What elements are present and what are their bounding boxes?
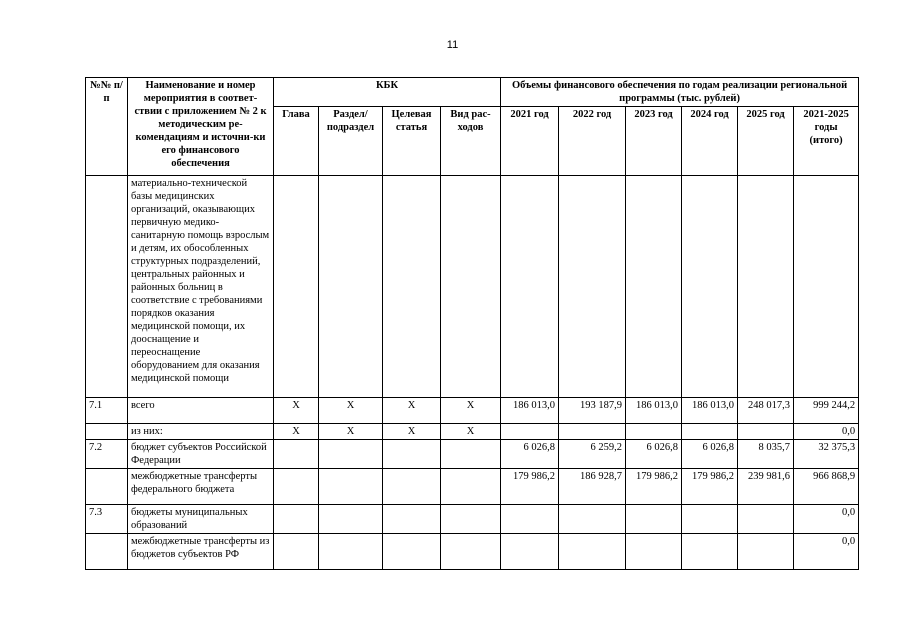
- value-cell: 179 986,2: [626, 469, 682, 505]
- value-cell: [559, 424, 626, 440]
- kbk-cell: X: [274, 424, 319, 440]
- value-cell: 0,0: [794, 534, 859, 570]
- kbk-cell: [441, 469, 501, 505]
- row-name: из них:: [128, 424, 274, 440]
- header-kbk-col: Вид рас-ходов: [441, 107, 501, 176]
- page-number: 11: [446, 39, 459, 51]
- kbk-cell: X: [274, 398, 319, 424]
- value-cell: [626, 424, 682, 440]
- value-cell: [682, 424, 738, 440]
- value-cell: [682, 534, 738, 570]
- kbk-cell: [319, 534, 383, 570]
- value-cell: 0,0: [794, 505, 859, 534]
- kbk-cell: [441, 505, 501, 534]
- value-cell: [501, 534, 559, 570]
- row-number: 7.3: [86, 505, 128, 534]
- header-kbk-col: Целевая статья: [383, 107, 441, 176]
- row-number: [86, 469, 128, 505]
- row-number: [86, 424, 128, 440]
- value-cell: 966 868,9: [794, 469, 859, 505]
- value-cell: 999 244,2: [794, 398, 859, 424]
- measure-description: материально-технической базы медицинских организаций, оказывающих первичную медико-санитарную помощь взрослым и детям, их обособленных структурных подразделений, центральных районных и районных больниц в соответствие с требованиями порядков оказания медицинской помощи, их дооснащение и переоснащение оборудованием для оказания медицинской помощи: [128, 176, 274, 398]
- row-name: бюджеты муниципальных образований: [128, 505, 274, 534]
- value-cell: 186 928,7: [559, 469, 626, 505]
- header-year-col: 2021 год: [501, 107, 559, 176]
- value-cell: [559, 534, 626, 570]
- header-row-1: [86, 78, 859, 107]
- kbk-cell: [319, 505, 383, 534]
- kbk-cell: [274, 534, 319, 570]
- value-cell: [559, 505, 626, 534]
- row-number: 7.1: [86, 398, 128, 424]
- value-cell: 0,0: [794, 424, 859, 440]
- header-kbk-col: Раздел/ подраздел: [319, 107, 383, 176]
- table-row: [86, 440, 859, 469]
- table-row: [86, 398, 859, 424]
- value-cell: 186 013,0: [626, 398, 682, 424]
- kbk-cell: X: [441, 398, 501, 424]
- value-cell: 6 026,8: [626, 440, 682, 469]
- header-kbk: КБК: [274, 78, 501, 107]
- value-cell: 32 375,3: [794, 440, 859, 469]
- value-cell: [738, 505, 794, 534]
- row-name: всего: [128, 398, 274, 424]
- header-year-col: 2024 год: [682, 107, 738, 176]
- value-cell: [501, 505, 559, 534]
- financing-table: [85, 77, 859, 570]
- kbk-cell: [274, 440, 319, 469]
- table-row: [86, 469, 859, 505]
- description-row: [86, 176, 859, 398]
- kbk-cell: X: [441, 424, 501, 440]
- value-cell: 8 035,7: [738, 440, 794, 469]
- value-cell: 179 986,2: [682, 469, 738, 505]
- kbk-cell: [383, 534, 441, 570]
- kbk-cell: [319, 440, 383, 469]
- row-number: 7.2: [86, 440, 128, 469]
- value-cell: 193 187,9: [559, 398, 626, 424]
- kbk-cell: X: [383, 398, 441, 424]
- kbk-cell: X: [383, 424, 441, 440]
- header-year-col: 2023 год: [626, 107, 682, 176]
- header-num: №№ п/п: [86, 78, 128, 176]
- header-volumes: Объемы финансового обеспечения по годам реализации региональной программы (тыс. рублей): [501, 78, 859, 107]
- header-year-col: 2022 год: [559, 107, 626, 176]
- table-row: [86, 534, 859, 570]
- row-name: межбюджетные трансферты федерального бюджета: [128, 469, 274, 505]
- value-cell: 239 981,6: [738, 469, 794, 505]
- kbk-cell: [274, 469, 319, 505]
- value-cell: 6 259,2: [559, 440, 626, 469]
- value-cell: [626, 505, 682, 534]
- value-cell: [626, 534, 682, 570]
- value-cell: 248 017,3: [738, 398, 794, 424]
- kbk-cell: [274, 505, 319, 534]
- row-name: бюджет субъектов Российской Федерации: [128, 440, 274, 469]
- kbk-cell: [441, 534, 501, 570]
- kbk-cell: [319, 469, 383, 505]
- kbk-cell: [383, 505, 441, 534]
- value-cell: 186 013,0: [501, 398, 559, 424]
- table-row: [86, 424, 859, 440]
- kbk-cell: [383, 469, 441, 505]
- kbk-cell: X: [319, 424, 383, 440]
- header-year-col: 2021-2025 годы (итого): [794, 107, 859, 176]
- value-cell: 6 026,8: [682, 440, 738, 469]
- row-name: межбюджетные трансферты из бюджетов субъектов РФ: [128, 534, 274, 570]
- value-cell: 186 013,0: [682, 398, 738, 424]
- kbk-cell: X: [319, 398, 383, 424]
- header-year-col: 2025 год: [738, 107, 794, 176]
- row-number: [86, 534, 128, 570]
- value-cell: [682, 505, 738, 534]
- value-cell: 6 026,8: [501, 440, 559, 469]
- value-cell: [738, 424, 794, 440]
- header-kbk-col: Глава: [274, 107, 319, 176]
- table-row: [86, 505, 859, 534]
- value-cell: [738, 534, 794, 570]
- value-cell: 179 986,2: [501, 469, 559, 505]
- kbk-cell: [441, 440, 501, 469]
- kbk-cell: [383, 440, 441, 469]
- header-name: Наименование и номер мероприятия в соответ-ствии с приложением № 2 к методическим ре-комендациям и источни-ки его финансового обеспечения: [128, 78, 274, 176]
- value-cell: [501, 424, 559, 440]
